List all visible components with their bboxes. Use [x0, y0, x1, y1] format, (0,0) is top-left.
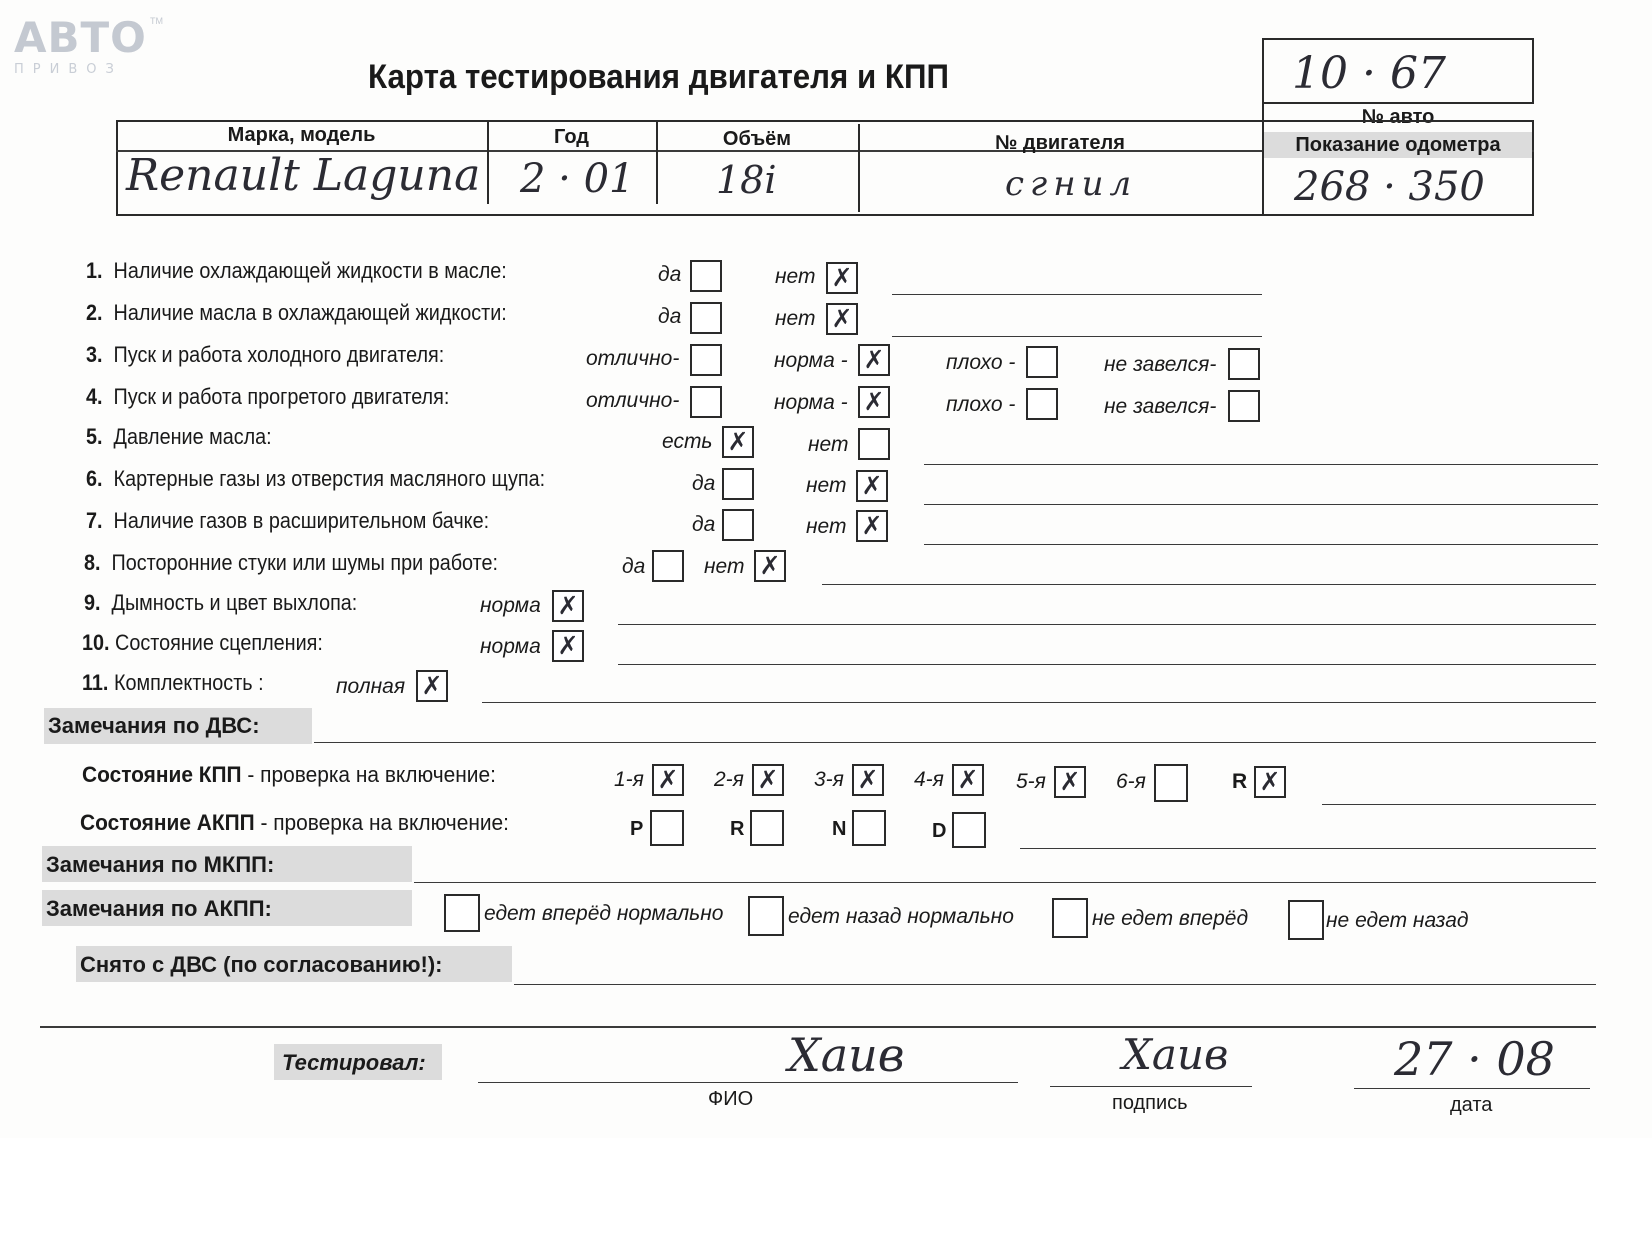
checkbox-item-10-normal[interactable]	[552, 630, 584, 662]
notes-line	[822, 584, 1596, 585]
item-number: 10.	[82, 630, 110, 655]
option-label: плохо -	[946, 351, 1016, 374]
option-label: да	[658, 305, 682, 328]
item-number: 2.	[86, 300, 103, 325]
mode-p-checkbox[interactable]	[650, 810, 684, 846]
checkbox-item-11-complete[interactable]	[416, 670, 448, 702]
dvs-remarks-label: Замечания по ДВС:	[48, 713, 260, 738]
akpp-forward-ok-checkbox[interactable]	[444, 894, 480, 932]
auto-number-value: 10 · 67	[1292, 48, 1446, 99]
check-mark: ✗	[957, 765, 979, 794]
tester-label: Тестировал:	[282, 1050, 426, 1075]
item-text: Давление масла:	[113, 424, 272, 449]
kpp-notes-line	[1322, 804, 1596, 805]
tester-signature-line	[1050, 1086, 1252, 1087]
mode-label: N	[832, 818, 847, 840]
gear-4-checkbox[interactable]	[952, 764, 984, 796]
gear-label: 4-я	[914, 768, 944, 791]
mode-d-checkbox[interactable]	[952, 812, 986, 848]
option-label: отлично-	[586, 347, 680, 370]
page-title: Карта тестирования двигателя и КПП	[368, 58, 949, 96]
check-mark: ✗	[1259, 767, 1281, 796]
option-label: нет	[806, 515, 847, 538]
item-text: Посторонние стуки или шумы при работе:	[111, 550, 499, 575]
checkbox-item-3-bad[interactable]	[1026, 346, 1058, 378]
check-mark: ✗	[557, 591, 579, 620]
engine-number-value: сгнил	[1005, 164, 1138, 204]
checklist-item-10	[82, 630, 323, 656]
tester-name-line	[478, 1082, 1018, 1083]
header-col-divider	[1262, 104, 1264, 216]
mode-label: R	[730, 818, 745, 840]
odometer-value: 268 · 350	[1294, 164, 1485, 210]
checkbox-item-4-normal[interactable]	[858, 386, 890, 418]
item-text: Картерные газы из отверстия масляного щупа:	[113, 466, 546, 491]
checklist-item-3	[86, 342, 444, 368]
checkbox-item-3-no-start[interactable]	[1228, 348, 1260, 380]
item-number: 8.	[84, 550, 101, 575]
checklist-item-2	[86, 300, 507, 326]
gear-label: R	[1232, 770, 1248, 793]
tester-date-value: 27 · 08	[1394, 1032, 1555, 1086]
gear-r-checkbox[interactable]	[1254, 766, 1286, 798]
akpp-remarks-label: Замечания по АКПП:	[46, 896, 272, 921]
removed-label: Снято с ДВС (по согласованию!):	[80, 952, 443, 977]
check-mark: ✗	[757, 765, 779, 794]
brand-label: Марка, модель	[227, 124, 376, 146]
logo-main-text: АВТО	[14, 13, 147, 62]
akpp-remark-option: едет назад нормально	[788, 905, 1014, 928]
check-mark: ✗	[1059, 767, 1081, 796]
akpp-backward-ok-checkbox[interactable]	[748, 896, 784, 936]
kpp-label-rest: - проверка на включение:	[241, 762, 496, 787]
notes-line	[924, 464, 1598, 465]
check-mark: ✗	[831, 263, 853, 292]
check-mark: ✗	[657, 765, 679, 794]
gear-3-checkbox[interactable]	[852, 764, 884, 796]
auto-number-label: № авто	[1361, 106, 1435, 128]
year-label: Год	[554, 126, 589, 148]
option-label: плохо -	[946, 393, 1016, 416]
checkbox-item-9-normal[interactable]	[552, 590, 584, 622]
notes-line	[892, 294, 1262, 295]
checklist-item-7	[86, 508, 489, 534]
checkbox-item-4-excellent[interactable]	[690, 386, 722, 418]
gear-5-checkbox[interactable]	[1054, 766, 1086, 798]
item-number: 11.	[82, 670, 109, 695]
akpp-remark-option: не едет назад	[1326, 909, 1469, 932]
item-number: 4.	[86, 384, 103, 409]
item-number: 5.	[86, 424, 103, 449]
check-mark: ✗	[759, 551, 781, 580]
checkbox-item-3-normal[interactable]	[858, 344, 890, 376]
volume-label: Объём	[722, 128, 792, 150]
checklist-item-8	[84, 550, 498, 576]
item-text: Пуск и работа холодного двигателя:	[113, 342, 445, 367]
item-text: Пуск и работа прогретого двигателя:	[113, 384, 450, 409]
option-label: есть	[662, 430, 713, 453]
option-label: нет	[775, 265, 816, 288]
logo-trademark: TM	[150, 16, 163, 26]
check-mark: ✗	[857, 765, 879, 794]
removed-line	[514, 984, 1596, 985]
checklist-item-11	[82, 670, 264, 696]
item-number: 6.	[86, 466, 103, 491]
item-number: 9.	[84, 590, 101, 615]
checkbox-item-5-absent[interactable]	[858, 428, 890, 460]
option-label: нет	[808, 433, 849, 456]
gear-label: 5-я	[1016, 770, 1046, 793]
tester-name-caption: ФИО	[708, 1088, 754, 1110]
odometer-label: Показание одометра	[1295, 134, 1501, 156]
akpp-remark-option: едет вперёд нормально	[484, 902, 724, 925]
check-mark: ✗	[861, 471, 883, 500]
akpp-no-backward-checkbox[interactable]	[1288, 900, 1324, 940]
checklist-item-4	[86, 384, 449, 410]
checkbox-item-7-no[interactable]	[856, 510, 888, 542]
checklist-item-6	[86, 466, 545, 492]
item-number: 7.	[86, 508, 103, 533]
check-mark: ✗	[863, 387, 885, 416]
kpp-label-bold: Состояние КПП	[82, 762, 242, 787]
option-label: норма	[480, 594, 541, 617]
gear-label: 6-я	[1116, 770, 1146, 793]
gear-label: 1-я	[614, 768, 644, 791]
option-label: да	[622, 555, 646, 578]
checkbox-item-7-yes[interactable]	[722, 509, 754, 541]
option-label: нет	[704, 555, 745, 578]
item-text: Наличие газов в расширительном бачке:	[113, 508, 490, 533]
notes-line	[618, 664, 1596, 665]
check-mark: ✗	[861, 511, 883, 540]
brand-value: Renault Laguna	[126, 150, 481, 201]
logo-sub-text: ПРИВОЗ	[14, 62, 123, 77]
mode-label: D	[932, 820, 947, 842]
checklist-item-5	[86, 424, 272, 450]
item-text: Комплектность :	[113, 670, 264, 695]
tester-signature-value: Хаив	[1122, 1030, 1229, 1079]
option-label: не завелся-	[1104, 353, 1217, 376]
dvs-remarks-line	[314, 742, 1596, 743]
checkbox-item-8-no[interactable]	[754, 550, 786, 582]
checklist-item-9	[84, 590, 357, 616]
gear-label: 3-я	[814, 768, 844, 791]
option-label: норма -	[774, 349, 848, 372]
engine-number-label: № двигателя	[995, 132, 1125, 154]
mode-r-checkbox[interactable]	[750, 810, 784, 846]
item-number: 1.	[86, 258, 103, 283]
notes-line	[924, 544, 1598, 545]
notes-line	[924, 504, 1598, 505]
mode-n-checkbox[interactable]	[852, 810, 886, 846]
mode-label: P	[630, 818, 644, 840]
gear-6-checkbox[interactable]	[1154, 764, 1188, 802]
option-label: полная	[336, 675, 406, 698]
akpp-remark-option: не едет вперёд	[1092, 907, 1249, 930]
checkbox-item-6-yes[interactable]	[722, 468, 754, 500]
year-value: 2 · 01	[520, 156, 635, 202]
option-label: да	[692, 472, 716, 495]
gear-label: 2-я	[714, 768, 744, 791]
akpp-no-forward-checkbox[interactable]	[1052, 898, 1088, 938]
item-text: Дымность и цвет выхлопа:	[111, 590, 358, 615]
option-label: не завелся-	[1104, 395, 1217, 418]
checkbox-item-4-no-start[interactable]	[1228, 390, 1260, 422]
avtoprivoz-logo	[14, 13, 163, 78]
checkbox-item-2-yes[interactable]	[690, 302, 722, 334]
item-number: 3.	[86, 342, 103, 367]
gear-2-checkbox[interactable]	[752, 764, 784, 796]
option-label: нет	[775, 307, 816, 330]
tester-name-value: Хаив	[788, 1028, 905, 1082]
checkbox-item-6-no[interactable]	[856, 470, 888, 502]
checklist-item-1	[86, 258, 507, 284]
notes-line	[482, 702, 1596, 703]
checkbox-item-5-present[interactable]	[722, 426, 754, 458]
check-mark: ✗	[863, 345, 885, 374]
akpp-label-bold: Состояние АКПП	[80, 810, 255, 835]
option-label: норма	[480, 635, 541, 658]
mkpp-remarks-label: Замечания по МКПП:	[46, 852, 275, 877]
item-text: Состояние сцепления:	[115, 630, 323, 655]
option-label: нет	[806, 474, 847, 497]
tester-date-line	[1354, 1088, 1590, 1089]
gear-1-checkbox[interactable]	[652, 764, 684, 796]
item-text: Наличие охлаждающей жидкости в масле:	[113, 258, 507, 283]
check-mark: ✗	[831, 304, 853, 333]
mkpp-remarks-line	[414, 882, 1596, 883]
akpp-label-rest: - проверка на включение:	[254, 810, 509, 835]
check-mark: ✗	[557, 631, 579, 660]
notes-line	[618, 624, 1596, 625]
notes-line	[892, 336, 1262, 337]
akpp-notes-line	[1020, 848, 1596, 849]
tester-signature-caption: подпись	[1112, 1092, 1188, 1114]
option-label: да	[658, 263, 682, 286]
check-mark: ✗	[727, 427, 749, 456]
volume-value: 18i	[716, 158, 777, 202]
checkbox-item-1-no[interactable]	[826, 262, 858, 294]
check-mark: ✗	[421, 671, 443, 700]
option-label: отлично-	[586, 389, 680, 412]
tester-date-caption: дата	[1450, 1094, 1493, 1116]
kpp-check-label	[82, 762, 496, 788]
item-text: Наличие масла в охлаждающей жидкости:	[113, 300, 507, 325]
option-label: да	[692, 513, 716, 536]
checkbox-item-3-excellent[interactable]	[690, 344, 722, 376]
checkbox-item-8-yes[interactable]	[652, 550, 684, 582]
akpp-check-label	[80, 810, 509, 836]
checkbox-item-4-bad[interactable]	[1026, 388, 1058, 420]
checkbox-item-1-yes[interactable]	[690, 260, 722, 292]
checkbox-item-2-no[interactable]	[826, 303, 858, 335]
option-label: норма -	[774, 391, 848, 414]
